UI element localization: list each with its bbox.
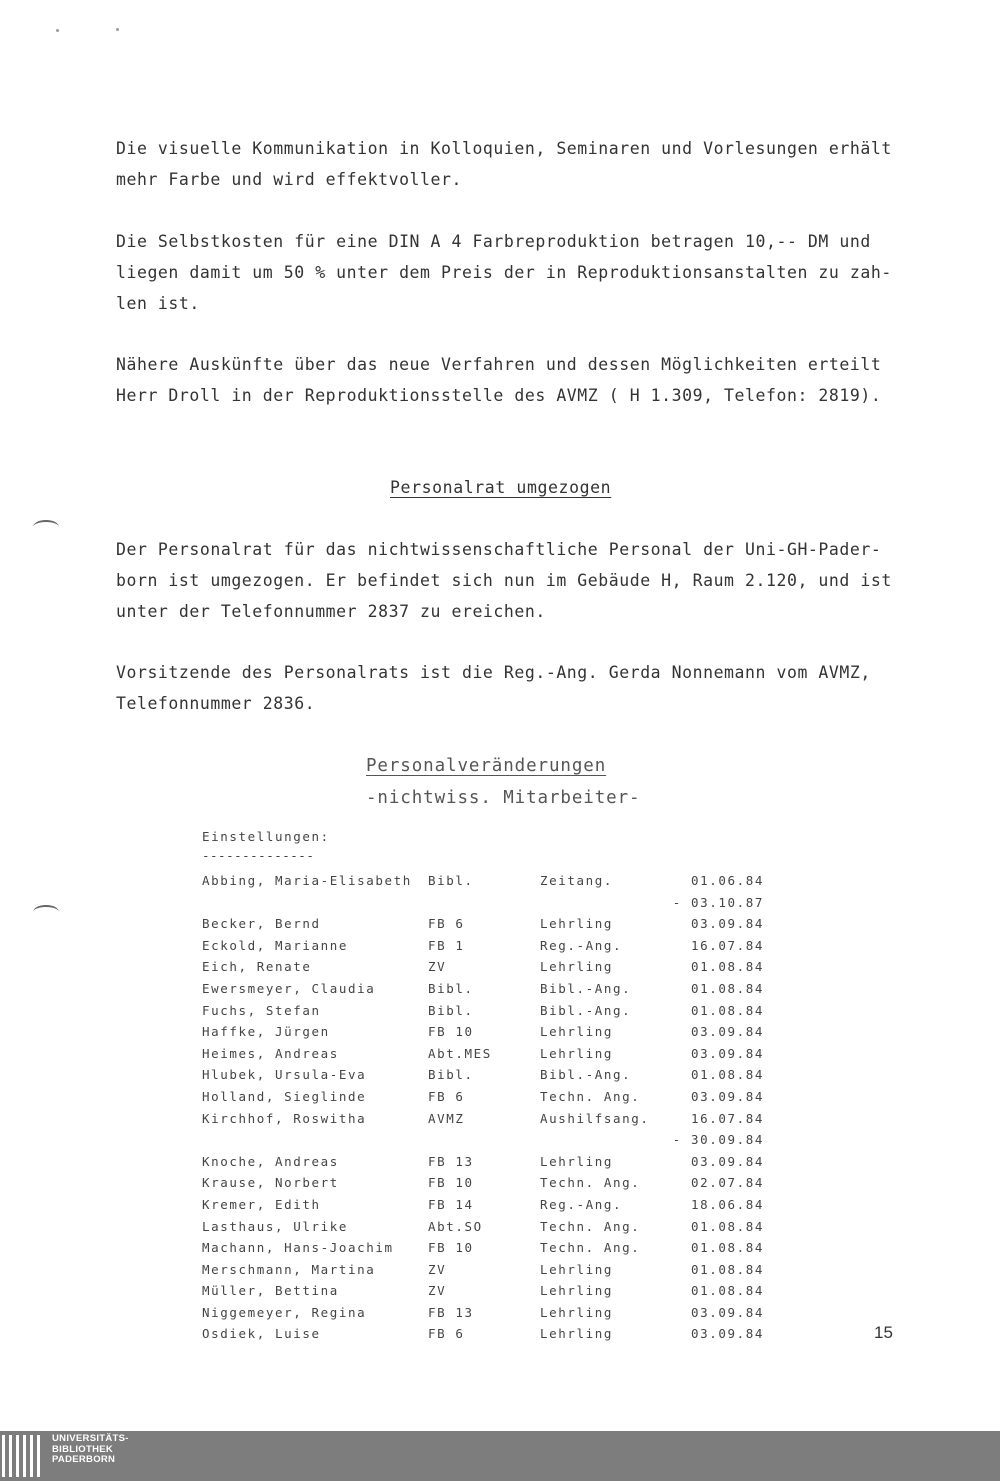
- staff-date: 01.08.84: [690, 959, 764, 975]
- punch-hole-mark: [33, 520, 59, 534]
- staff-status: Lehrling: [540, 1153, 614, 1169]
- staff-unit: AVMZ: [428, 1110, 465, 1126]
- table-caption: Einstellungen:: [202, 829, 330, 844]
- table-row: [202, 1172, 802, 1194]
- staff-date: 01.08.84: [690, 1002, 764, 1018]
- staff-unit: FB 6: [428, 1088, 465, 1104]
- staff-unit: Abt.SO: [428, 1218, 483, 1234]
- staff-unit: Bibl.: [428, 1067, 474, 1083]
- library-logo-text: UNIVERSITÄTS- BIBLIOTHEK PADERBORN: [52, 1433, 129, 1465]
- staff-date: 01.08.84: [690, 1240, 764, 1256]
- staff-unit: FB 6: [428, 1326, 465, 1342]
- staff-unit: FB 13: [428, 1304, 474, 1320]
- staff-status: Lehrling: [540, 916, 614, 932]
- staff-status: Bibl.-Ang.: [540, 1067, 632, 1083]
- staff-status: Bibl.-Ang.: [540, 980, 632, 996]
- staff-status: Lehrling: [540, 1304, 614, 1320]
- page-number: 15: [874, 1323, 893, 1342]
- table-row: [202, 1323, 802, 1345]
- staff-status: Techn. Ang.: [540, 1175, 641, 1191]
- staff-unit: FB 6: [428, 916, 465, 932]
- staff-date: 01.06.84: [690, 873, 764, 888]
- staff-table: [202, 826, 802, 1345]
- staff-date: 03.09.84: [690, 1088, 764, 1104]
- table-row: [202, 1129, 802, 1151]
- staff-unit: FB 13: [428, 1153, 474, 1169]
- staff-name: Hlubek, Ursula-Eva: [202, 1067, 367, 1083]
- staff-name: Kirchhof, Roswitha: [202, 1110, 367, 1126]
- staff-unit: Bibl.: [428, 1002, 474, 1018]
- scan-speck: [116, 28, 119, 31]
- staff-date: 03.09.84: [690, 1326, 764, 1342]
- table-row: [202, 1021, 802, 1043]
- staff-date: 02.07.84: [690, 1175, 764, 1191]
- table-row: [202, 935, 802, 957]
- scan-speck: [56, 29, 59, 32]
- staff-unit: FB 14: [428, 1196, 474, 1212]
- table-rows: [202, 870, 802, 1345]
- table-row: [202, 956, 802, 978]
- table-row: [202, 1043, 802, 1065]
- staff-status: Techn. Ang.: [540, 1218, 641, 1234]
- staff-name: Krause, Norbert: [202, 1175, 339, 1191]
- staff-name: Lasthaus, Ulrike: [202, 1218, 349, 1234]
- staff-name: Osdiek, Luise: [202, 1326, 321, 1342]
- staff-unit: Abt.MES: [428, 1045, 492, 1061]
- staff-date: 03.09.84: [690, 1024, 764, 1040]
- staff-name: Kremer, Edith: [202, 1196, 321, 1212]
- staff-date: 03.09.84: [690, 1153, 764, 1169]
- staff-unit: Bibl.: [428, 873, 474, 888]
- table-underline: --------------: [202, 848, 315, 863]
- staff-date: 16.07.84: [690, 937, 764, 953]
- staff-date: 03.09.84: [690, 916, 764, 932]
- staff-date: 03.09.84: [690, 1304, 764, 1320]
- staff-status: Techn. Ang.: [540, 1240, 641, 1256]
- staff-date: 01.08.84: [690, 1283, 764, 1299]
- staff-unit: FB 10: [428, 1175, 474, 1191]
- paragraph-chair: Vorsitzende des Personalrats ist die Reg.-Ang. Gerda Nonnemann vom AVMZ, Telefonnummer 2836.: [116, 663, 871, 713]
- staff-status: Lehrling: [540, 1045, 614, 1061]
- staff-name: Eckold, Marianne: [202, 937, 349, 953]
- staff-unit: FB 1: [428, 937, 465, 953]
- paragraph-cost: Die Selbstkosten für eine DIN A 4 Farbreproduktion betragen 10,-- DM und liegen damit um 50 % unter dem Preis der in Reproduktionsanstalten zu zah- len ist.: [116, 232, 892, 313]
- table-row: [202, 978, 802, 1000]
- staff-name: Niggemeyer, Regina: [202, 1304, 367, 1320]
- staff-name: Machann, Hans-Joachim: [202, 1240, 394, 1256]
- staff-date: 01.08.84: [690, 1218, 764, 1234]
- staff-name: Heimes, Andreas: [202, 1045, 339, 1061]
- staff-name: Merschmann, Martina: [202, 1261, 376, 1277]
- staff-status: Lehrling: [540, 1326, 614, 1342]
- staff-date: 16.07.84: [690, 1110, 764, 1126]
- staff-status: Zeitang.: [540, 873, 614, 888]
- staff-unit: Bibl.: [428, 980, 474, 996]
- subheading-non-academic: -nichtwiss. Mitarbeiter-: [366, 788, 641, 808]
- staff-name: Eich, Renate: [202, 959, 312, 975]
- paragraph-contact: Nähere Auskünfte über das neue Verfahren und dessen Möglichkeiten erteilt Herr Droll in der Reproduktionsstelle des AVMZ ( H 1.309, Telefon: 2819).: [116, 355, 882, 405]
- table-row: [202, 870, 802, 892]
- table-row: [202, 1151, 802, 1173]
- staff-name: Holland, Sieglinde: [202, 1088, 367, 1104]
- table-row: [202, 1194, 802, 1216]
- staff-date: - 03.10.87: [672, 894, 764, 910]
- staff-unit: ZV: [428, 1283, 447, 1299]
- table-row: [202, 1000, 802, 1022]
- table-row: [202, 1108, 802, 1130]
- staff-name: Ewersmeyer, Claudia: [202, 980, 376, 996]
- paragraph-personalrat-move: Der Personalrat für das nichtwissenschaftliche Personal der Uni-GH-Pader- born ist umgezogen. Er befindet sich nun im Gebäude H, Raum 2.120, und ist unter der Telefonnummer 2837 zu ereichen.: [116, 540, 892, 621]
- punch-hole-mark: [33, 905, 59, 919]
- staff-status: Lehrling: [540, 1261, 614, 1277]
- table-row: [202, 892, 802, 914]
- staff-status: Aushilfsang.: [540, 1110, 650, 1126]
- staff-date: - 30.09.84: [672, 1132, 764, 1148]
- staff-unit: FB 10: [428, 1024, 474, 1040]
- staff-date: 01.08.84: [690, 1067, 764, 1083]
- table-row: [202, 1216, 802, 1238]
- library-logo-icon: [2, 1435, 40, 1477]
- staff-name: Becker, Bernd: [202, 916, 321, 932]
- staff-name: Haffke, Jürgen: [202, 1024, 330, 1040]
- staff-status: Lehrling: [540, 959, 614, 975]
- paragraph-colour-communication: Die visuelle Kommunikation in Kolloquien, Seminaren und Vorlesungen erhält mehr Farbe und wird effektvoller.: [116, 139, 892, 189]
- heading-staff-changes: Personalveränderungen: [366, 756, 607, 776]
- staff-name: Knoche, Andreas: [202, 1153, 339, 1169]
- library-footer: [0, 1431, 1000, 1481]
- staff-date: 03.09.84: [690, 1045, 764, 1061]
- staff-name: Abbing, Maria-Elisabeth: [202, 873, 412, 888]
- staff-unit: ZV: [428, 1261, 447, 1277]
- staff-date: 01.08.84: [690, 980, 764, 996]
- staff-name: Müller, Bettina: [202, 1283, 339, 1299]
- table-row: [202, 1302, 802, 1324]
- table-row: [202, 1280, 802, 1302]
- staff-status: Reg.-Ang.: [540, 1196, 623, 1212]
- table-row: [202, 1086, 802, 1108]
- table-row: [202, 1064, 802, 1086]
- staff-status: Techn. Ang.: [540, 1088, 641, 1104]
- table-row: [202, 913, 802, 935]
- table-row: [202, 1259, 802, 1281]
- staff-unit: ZV: [428, 959, 447, 975]
- heading-personalrat: Personalrat umgezogen: [390, 478, 612, 497]
- table-row: [202, 1237, 802, 1259]
- staff-status: Lehrling: [540, 1283, 614, 1299]
- staff-name: Fuchs, Stefan: [202, 1002, 321, 1018]
- staff-date: 18.06.84: [690, 1196, 764, 1212]
- staff-unit: FB 10: [428, 1240, 474, 1256]
- staff-date: 01.08.84: [690, 1261, 764, 1277]
- staff-status: Lehrling: [540, 1024, 614, 1040]
- staff-status: Bibl.-Ang.: [540, 1002, 632, 1018]
- staff-status: Reg.-Ang.: [540, 937, 623, 953]
